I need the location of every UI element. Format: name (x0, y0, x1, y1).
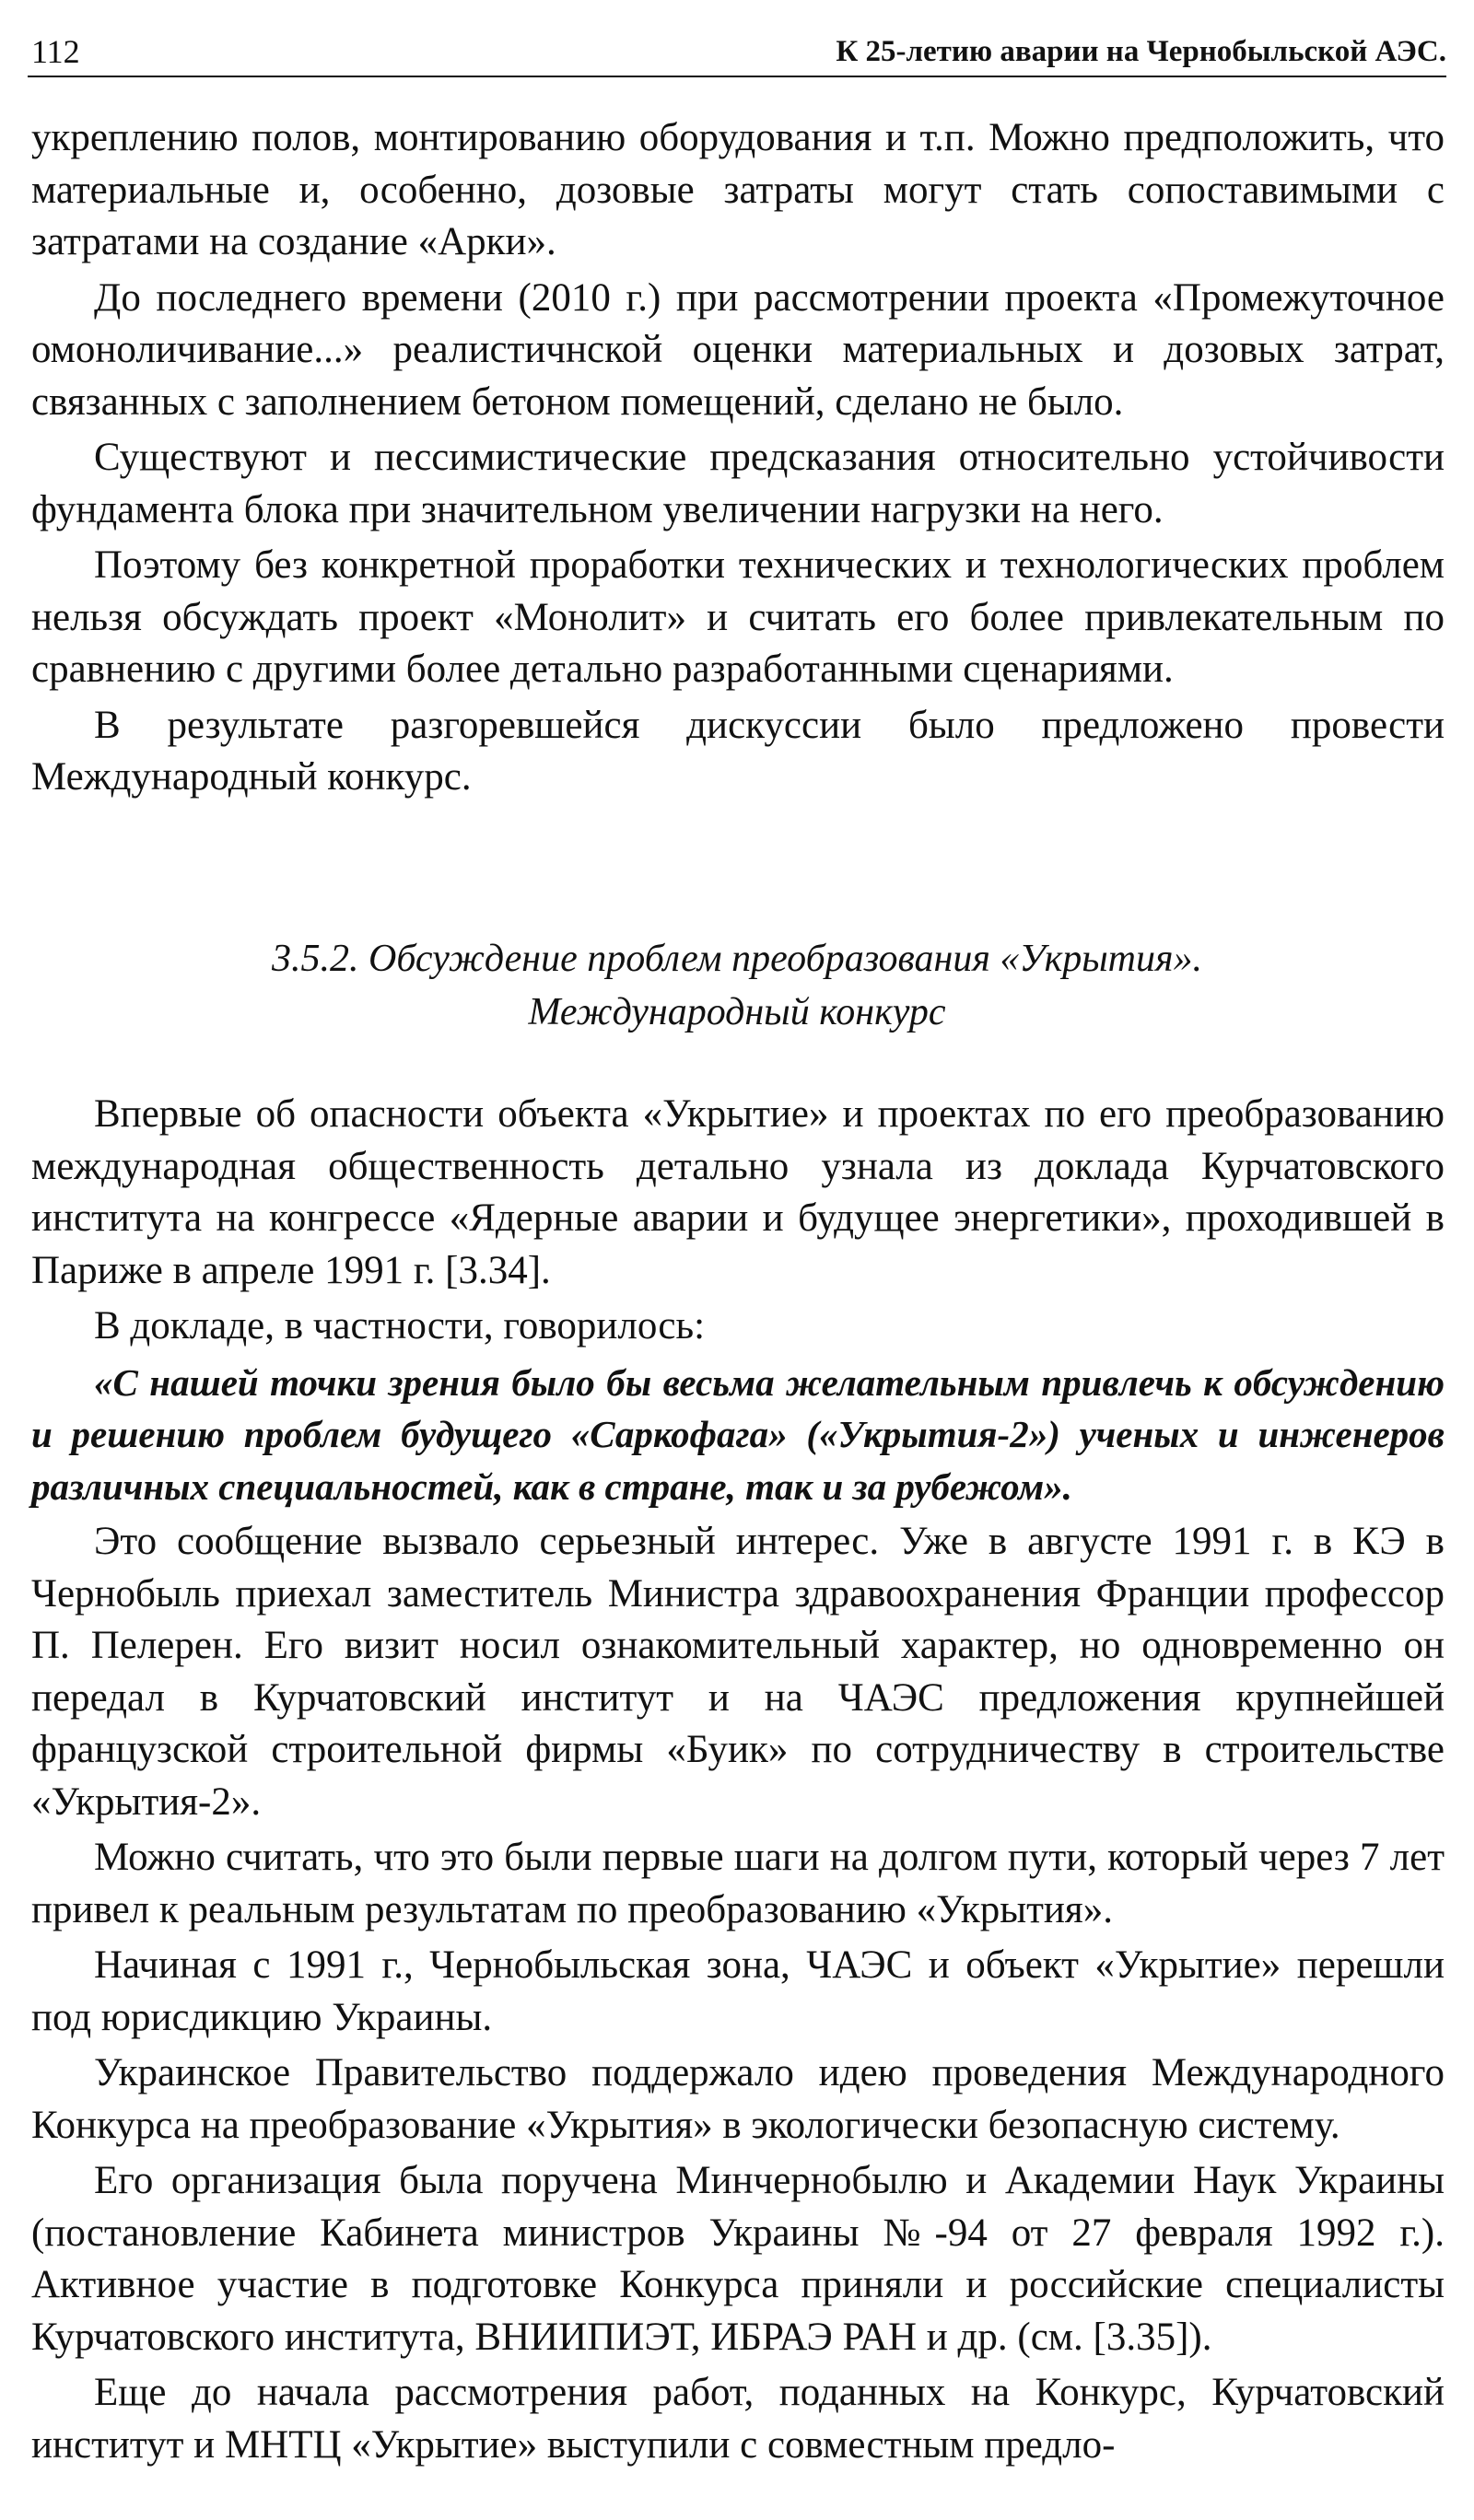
paragraph: Впервые об опасности объекта «Укрытие» и проектах по его преобразованию международная общественность детально узнала из доклада Курчатовского института на конгрессе «Ядерные аварии и будущее энергетики», проходившей в Париже в апреле 1991 г. [3.34]. (31, 1092, 1445, 1292)
paragraph: Украинское Правительство поддержало идею проведения Международного Конкурса на преобразование «Укрытия» в экологически безопасную систему. (31, 2051, 1445, 2147)
paragraph: укреплению полов, монтированию оборудования и т.п. Можно предположить, что материальные и, особенно, дозовые затраты могут стать сопоставимыми с затратами на создание «Арки». (31, 116, 1445, 263)
intro-text-block (31, 112, 1445, 808)
running-title: К 25-летию аварии на Чернобыльской АЭС. (836, 35, 1446, 68)
paragraph: Поэтому без конкретной проработки технических и технологических проблем нельзя обсуждать проект «Монолит» и считать его более привлекательным по сравнению с другими более детально разработанными сценариями. (31, 543, 1445, 691)
section-heading (28, 932, 1446, 1039)
paragraph: В докладе, в частности, говорилось: (94, 1304, 706, 1348)
paragraph: В результате разгоревшейся дискуссии было предложено провести Международный конкурс. (31, 703, 1445, 799)
paragraph: Это сообщение вызвало серьезный интерес. Уже в августе 1991 г. в КЭ в Чернобыль приехал заместитель Министра здравоохранения Франции профессор П. Пелерен. Его визит носил ознакомительный характер, но одновременно он передал в Курчатовский институт и на ЧАЭС предложения крупнейшей французской строительной фирмы «Буик» по сотрудничеству в строительстве «Укрытия-2». (31, 1520, 1445, 1824)
page-number: 112 (31, 33, 80, 70)
paragraph: Еще до начала рассмотрения работ, поданных на Конкурс, Курчатовский институт и МНТЦ «Укрытие» выступили с совместным предло- (31, 2371, 1445, 2467)
section-heading-line-2: Международный конкурс (528, 991, 946, 1033)
paragraph: Существуют и пессимистические предсказания относительно устойчивости фундамента блока при значительном увеличении нагрузки на него. (31, 436, 1445, 531)
section-heading-line-1: 3.5.2. Обсуждение проблем преобразования «Укрытия». (271, 938, 1203, 980)
paragraph: Можно считать, что это были первые шаги на долгом пути, который через 7 лет привел к реальным результатам по преобразованию «Укрытия». (31, 1836, 1445, 1931)
section-text-block (31, 1089, 1445, 2475)
running-header (28, 28, 1446, 77)
document-page (28, 0, 1446, 2520)
paragraph: Его организация была поручена Минчернобылю и Академии Наук Украины (постановление Кабинета министров Украины №-94 от 27 февраля 1992 г.). Активное участие в подготовке Конкурса приняли и российские специалисты Курчатовского института, ВНИИПИЭТ, ИБРАЭ РАН и др. (см. [3.35]). (31, 2159, 1445, 2359)
paragraph: Начиная с 1991 г., Чернобыльская зона, ЧАЭС и объект «Укрытие» перешли под юрисдикцию Украины. (31, 1943, 1445, 2039)
paragraph: До последнего времени (2010 г.) при рассмотрении проекта «Промежуточное омоноличивание...» реалистичнской оценки материальных и дозовых затрат, связанных с заполнением бетоном помещений, сделано не было. (31, 275, 1445, 424)
block-quote: «С нашей точки зрения было бы весьма желательным привлечь к обсуждению и решению проблем будущего «Саркофага» («Укрытия-2») ученых и инженеров различных специальностей, как в стране, так и за рубежом». (31, 1360, 1445, 1508)
